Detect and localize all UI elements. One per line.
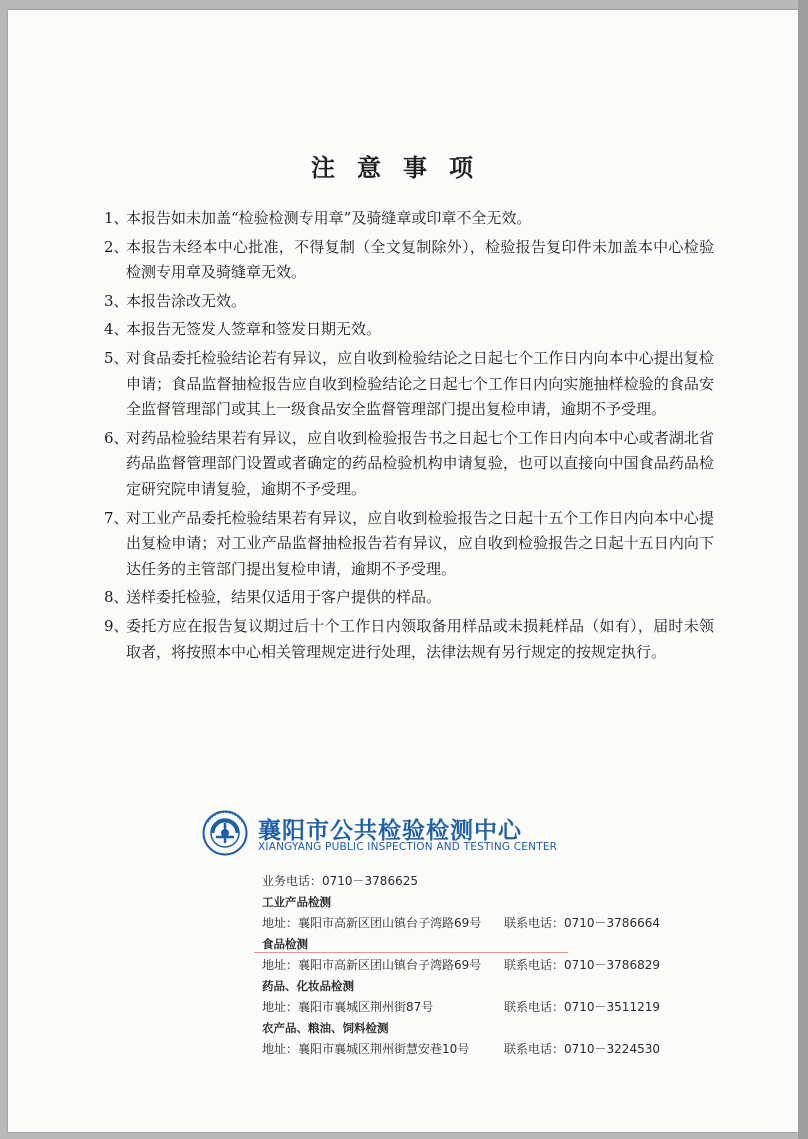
notice-number: 1、 — [104, 209, 129, 227]
contact-address: 地址：襄阳市高新区团山镇台子湾路69号 — [262, 916, 482, 930]
notice-text: 对食品委托检验结论若有异议，应自收到检验结论之日起七个工作日内向本中心提出复检申请；食品监督抽检报告应自收到检验结论之日起七个工作日内向实施抽样检验的食品安全监督管理部门或其上一级食品安全监督管理部门提出复检申请，逾期不予受理。 — [126, 348, 714, 419]
contact-phone: 联系电话：0710－3786664 — [504, 916, 660, 930]
notice-item — [104, 206, 714, 232]
notice-text: 对药品检验结果若有异议，应自收到检验报告书之日起七个工作日内向本中心或者湖北省药品监督管理部门设置或者确定的药品检验机构申请复验，也可以直接向中国食品药品检定研究院申请复验，逾期不予受理。 — [126, 428, 714, 498]
notice-text: 本报告无签发人签章和签发日期无效。 — [126, 320, 382, 339]
notice-item — [104, 585, 714, 611]
contact-phone: 联系电话：0710－3786829 — [504, 958, 660, 972]
scan-edge — [798, 0, 808, 1139]
organization-logo — [202, 810, 602, 860]
contact-phone: 联系电话：0710－3224530 — [504, 1042, 660, 1056]
notice-text: 本报告涂改无效。 — [126, 291, 247, 310]
notice-number: 4、 — [104, 320, 129, 339]
organization-seal-icon — [202, 810, 248, 856]
organization-name-cn: 襄阳市公共检验检测中心 — [258, 818, 522, 844]
notice-item — [104, 506, 714, 583]
contact-category: 工业产品检测 — [262, 895, 331, 909]
notice-number: 3、 — [104, 291, 129, 310]
contact-category: 食品检测 — [262, 937, 308, 951]
notice-text: 本报告未经本中心批准，不得复制（全文复制除外），检验报告复印件未加盖本中心检验检测专用章及骑缝章无效。 — [126, 237, 714, 282]
contact-address: 地址：襄阳市襄城区荆州街87号 — [262, 1000, 434, 1014]
notice-item — [104, 426, 714, 503]
notice-number: 9、 — [104, 616, 129, 635]
notice-number: 2、 — [104, 237, 129, 256]
notice-number: 5、 — [104, 348, 129, 367]
notice-text: 本报告如未加盖“检验检测专用章”及骑缝章或印章不全无效。 — [126, 209, 532, 227]
contact-category: 药品、化妆品检测 — [262, 979, 354, 993]
notice-number: 8、 — [104, 588, 129, 607]
red-divider — [254, 952, 568, 953]
business-phone: 业务电话：0710－3786625 — [262, 874, 418, 888]
notice-text: 送样委托检验，结果仅适用于客户提供的样品。 — [126, 588, 442, 607]
notice-item — [104, 346, 714, 423]
organization-name-en: XIANGYANG PUBLIC INSPECTION AND TESTING CENTER — [258, 841, 558, 853]
contact-address: 地址：襄阳市襄城区荆州街慧安巷10号 — [262, 1042, 470, 1056]
page-title: 注意事项 — [311, 154, 495, 182]
notice-number: 7、 — [104, 508, 129, 527]
contact-address: 地址：襄阳市高新区团山镇台子湾路69号 — [262, 958, 482, 972]
notice-text: 委托方应在报告复议期过后十个工作日内领取备用样品或未损耗样品（如有），届时未领取者，将按照本中心相关管理规定进行处理，法律法规有另行规定的按规定执行。 — [126, 616, 714, 661]
notice-item — [104, 289, 714, 315]
notice-number: 6、 — [104, 428, 129, 447]
notice-list — [104, 206, 714, 668]
notice-item — [104, 614, 714, 665]
notice-item — [104, 317, 714, 343]
document-page — [8, 10, 798, 1132]
contact-phone: 联系电话：0710－3511219 — [504, 1000, 660, 1014]
notice-item — [104, 235, 714, 286]
contact-category: 农产品、粮油、饲料检测 — [262, 1021, 389, 1035]
notice-text: 对工业产品委托检验结果若有异议，应自收到检验报告之日起十五个工作日内向本中心提出复检申请；对工业产品监督抽检报告若有异议，应自收到检验报告之日起十五日内向下达任务的主管部门提出复检申请，逾期不予受理。 — [126, 508, 714, 578]
